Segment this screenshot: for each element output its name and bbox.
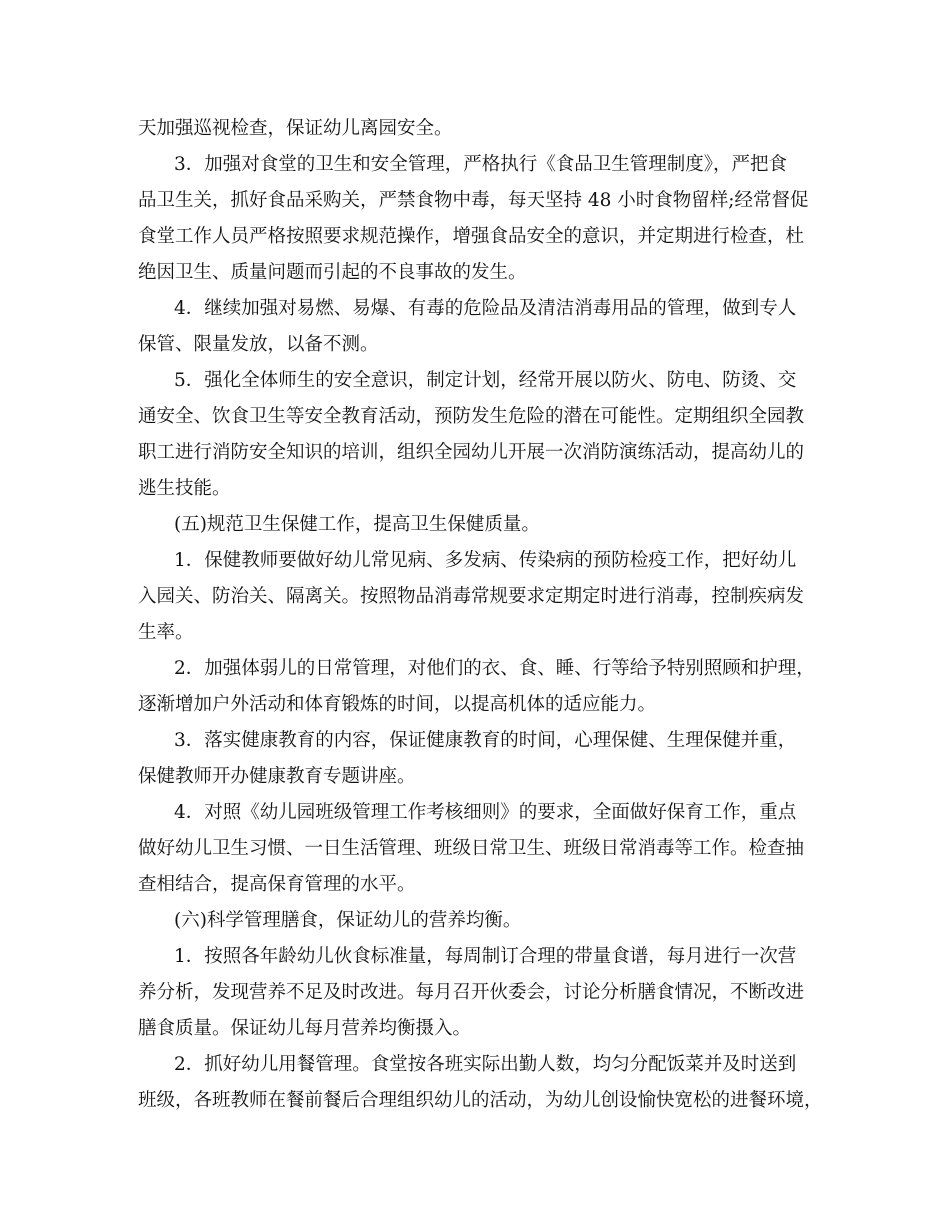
- text-line: 生率。: [138, 622, 194, 643]
- text-line: 3．落实健康教育的内容，保证健康教育的时间，心理保健、生理保健并重，: [174, 730, 797, 751]
- text-line: 绝因卫生、质量问题而引起的不良事故的发生。: [138, 262, 527, 283]
- text-line: 逐渐增加户外活动和体育锻炼的时间，以提高机体的适应能力。: [138, 694, 657, 715]
- text-line: 通安全、饮食卫生等安全教育活动，预防发生危险的潜在可能性。定期组织全园教: [138, 406, 805, 427]
- text-line: 养分析，发现营养不足及时改进。每月召开伙委会，讨论分析膳食情况，不断改进: [138, 982, 805, 1003]
- text-line: 4．对照《幼儿园班级管理工作考核细则》的要求，全面做好保育工作，重点: [174, 802, 797, 823]
- text-line: 品卫生关，抓好食品采购关，严禁食物中毒，每天坚持 48 小时食物留样;经常督促: [138, 190, 809, 211]
- text-line: 逃生技能。: [138, 478, 231, 499]
- text-line: 天加强巡视检查，保证幼儿离园安全。: [138, 118, 453, 139]
- text-line: 4．继续加强对易燃、易爆、有毒的危险品及清洁消毒用品的管理，做到专人: [174, 298, 797, 319]
- text-line: 职工进行消防安全知识的培训，组织全园幼儿开展一次消防演练活动，提高幼儿的: [138, 442, 805, 463]
- text-line: 1．按照各年龄幼儿伙食标准量，每周制订合理的带量食谱，每月进行一次营: [174, 946, 797, 967]
- text-line: 3．加强对食堂的卫生和安全管理，严格执行《食品卫生管理制度》，严把食: [174, 154, 788, 175]
- text-line: 入园关、防治关、隔离关。按照物品消毒常规要求定期定时进行消毒，控制疾病发: [138, 586, 805, 607]
- text-line: 1．保健教师要做好幼儿常见病、多发病、传染病的预防检疫工作，把好幼儿: [174, 550, 797, 571]
- text-line: 做好幼儿卫生习惯、一日生活管理、班级日常卫生、班级日常消毒等工作。检查抽: [138, 838, 805, 859]
- section-heading: (五)规范卫生保健工作，提高卫生保健质量。: [174, 514, 540, 535]
- text-line: 食堂工作人员严格按照要求规范操作，增强食品安全的意识，并定期进行检查，杜: [138, 226, 805, 247]
- text-line: 保健教师开办健康教育专题讲座。: [138, 766, 416, 787]
- text-line: 查相结合，提高保育管理的水平。: [138, 874, 416, 895]
- text-line: 2．抓好幼儿用餐管理。食堂按各班实际出勤人数，均匀分配饭菜并及时送到: [174, 1054, 797, 1075]
- text-line: 膳食质量。保证幼儿每月营养均衡摄入。: [138, 1018, 472, 1039]
- text-line: 保管、限量发放，以备不测。: [138, 334, 379, 355]
- section-heading: (六)科学管理膳食，保证幼儿的营养均衡。: [174, 910, 522, 931]
- text-line: 班级，各班教师在餐前餐后合理组织幼儿的活动，为幼儿创设愉快宽松的进餐环境，: [138, 1090, 823, 1111]
- text-line: 5．强化全体师生的安全意识，制定计划，经常开展以防火、防电、防烫、交: [174, 370, 797, 391]
- text-line: 2．加强体弱儿的日常管理，对他们的衣、食、睡、行等给予特别照顾和护理，: [174, 658, 815, 679]
